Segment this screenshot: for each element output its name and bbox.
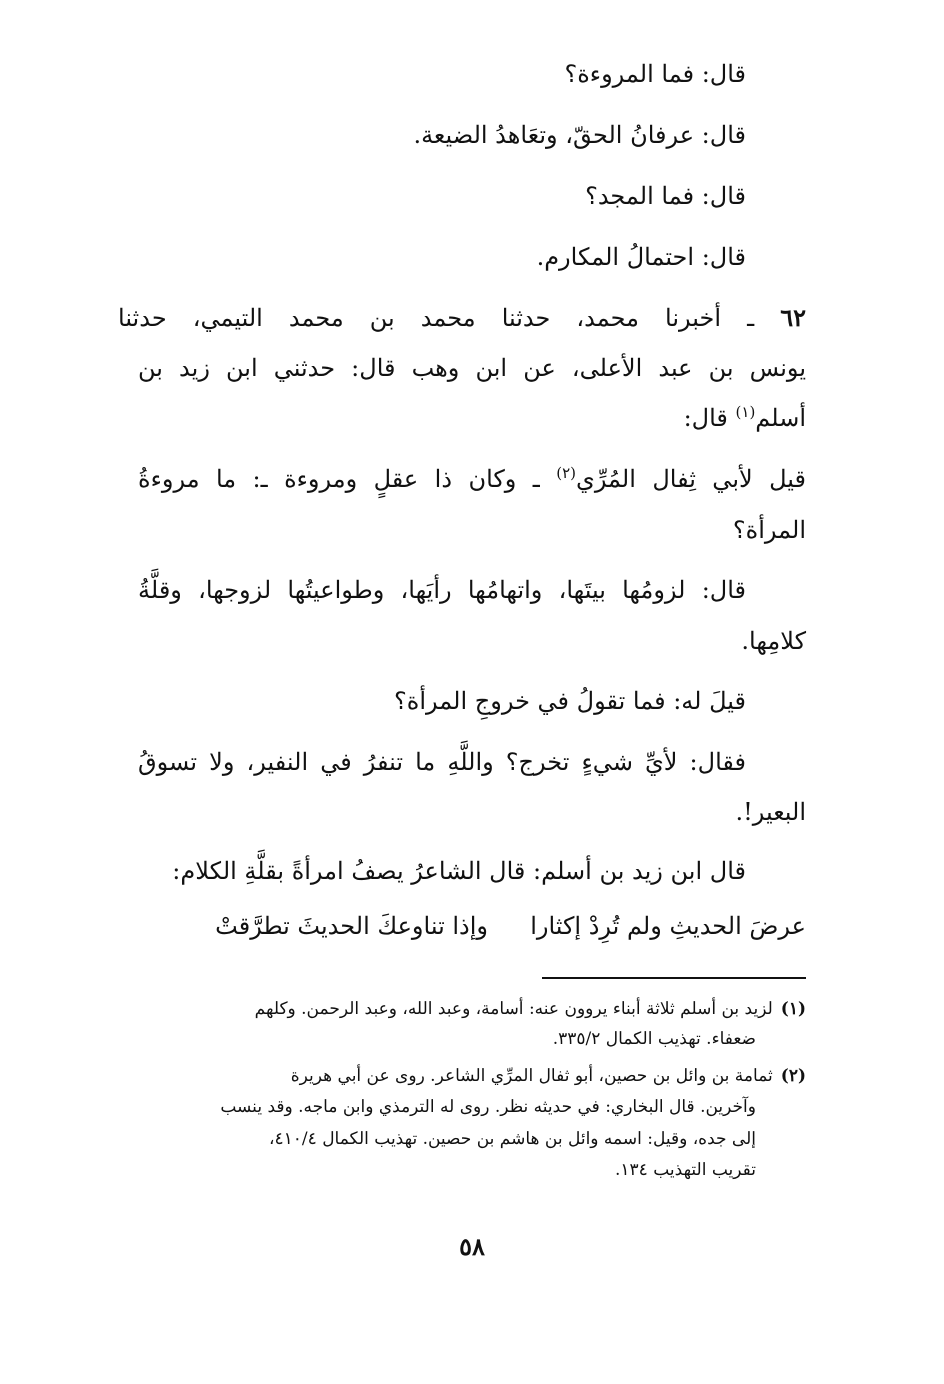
dialogue-line: قال: فما المروءة؟ <box>564 60 746 88</box>
footnote-line: وآخرين. قال البخاري: في حديثه نظر. روى له الترمذي وابن ماجه. وقد ينسب <box>220 1097 756 1117</box>
footnote-ref: (٢) <box>556 464 577 482</box>
hadith-text: أسلم <box>755 404 806 432</box>
hadith-line <box>118 298 806 338</box>
paragraph-text: قيل لأبي ثِفال المُرِّي <box>576 465 806 493</box>
page-number: ٥٨ <box>459 1232 485 1261</box>
verse-second-hemistich: عرضَ الحديثِ ولم تُرِدْ إكثارا <box>530 912 806 940</box>
paragraph-line: قال: لزومُها بيتَها، واتهامُها رأيَها، وطواعيتُها لزوجها، وقلَّةُ <box>138 576 746 604</box>
hadith-number: ٦٢ <box>780 303 806 332</box>
paragraph-line: المرأة؟ <box>732 516 806 544</box>
footnote-text: لزيد بن أسلم ثلاثة أبناء يروون عنه: أسامة، وعبد الله، وعبد الرحمن. وكلهم <box>254 999 773 1019</box>
paragraph-text: ـ وكان ذا عقلٍ ومروءة ـ: ما مروءةُ <box>138 465 557 493</box>
hadith-text: ـ أخبرنا محمد، حدثنا محمد بن محمد التيمي، حدثنا <box>118 304 755 332</box>
footnote-number: (١) <box>780 999 806 1019</box>
paragraph-line <box>138 459 806 499</box>
paragraph-line: البعير!. <box>735 798 806 826</box>
paragraph-line: كلامِها. <box>741 627 806 655</box>
footnote-number: (٢) <box>780 1066 806 1086</box>
verse-first-hemistich: وإذا تناوعكَ الحديثَ تطرَّقتْ <box>215 912 488 940</box>
footnote-text: ثمامة بن وائل بن حصين، أبو ثفال المرِّي الشاعر. روى عن أبي هريرة <box>290 1066 773 1086</box>
footnote-line: ضعفاء. تهذيب الكمال ٣٣٥/٢. <box>552 1029 756 1049</box>
footnote-ref: (١) <box>735 403 756 421</box>
footnote-line <box>255 994 806 1024</box>
footnote-line: تقريب التهذيب ١٣٤. <box>615 1160 756 1180</box>
footnote-line: إلى جده، وقيل: اسمه وائل بن هاشم بن حصين. تهذيب الكمال ٤١٠/٤، <box>269 1129 756 1149</box>
paragraph-line: قال ابن زيد بن أسلم: قال الشاعرُ يصفُ امرأةً بقلَّةِ الكلام: <box>172 857 746 885</box>
footnote-separator <box>542 977 806 979</box>
dialogue-line: قال: فما المجد؟ <box>585 182 746 210</box>
hadith-text: قال: <box>683 404 736 432</box>
dialogue-line: قال: عرفانُ الحقّ، وتعَاهدُ الضيعة. <box>413 121 746 149</box>
hadith-line <box>684 398 806 438</box>
paragraph-line: قيلَ له: فما تقولُ في خروجِ المرأة؟ <box>394 687 746 715</box>
dialogue-line: قال: احتمالُ المكارم. <box>536 243 746 271</box>
footnote-line <box>291 1061 806 1091</box>
paragraph-line: فقال: لأيِّ شيءٍ تخرج؟ واللَّهِ ما تنفرُ في النفير، ولا تسوقُ <box>138 748 746 776</box>
hadith-line: يونس بن عبد الأعلى، عن ابن وهب قال: حدثني ابن زيد بن <box>138 354 806 382</box>
